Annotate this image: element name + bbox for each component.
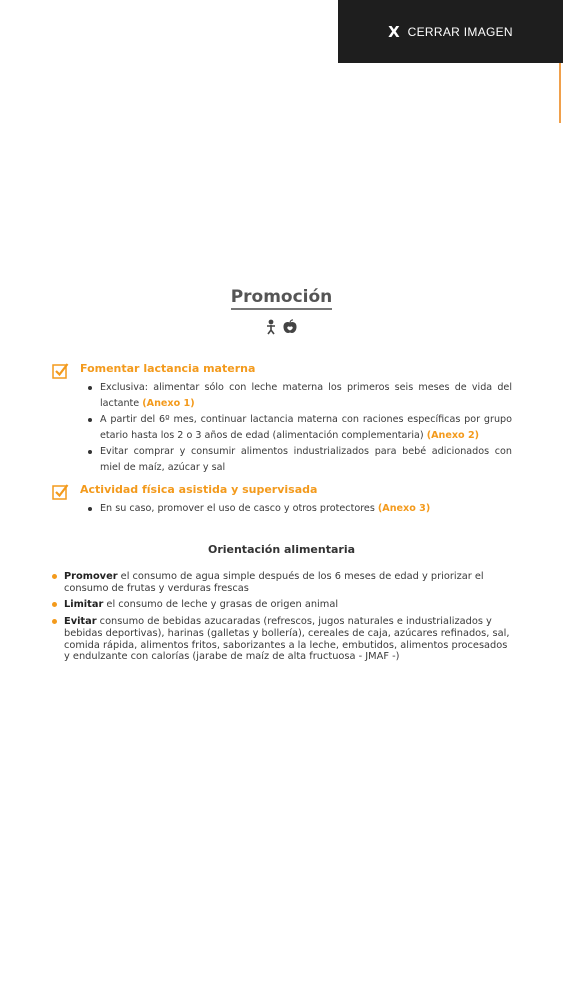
annex-link[interactable]: (Anexo 2): [426, 429, 480, 441]
close-icon: X: [388, 22, 400, 41]
section-actividad: [52, 483, 512, 518]
section-heading: Actividad física asistida y supervisada: [80, 483, 318, 496]
section-items: [52, 380, 512, 475]
list-item: Promover el consumo de agua simple después de los 6 meses de edad y priorizar el consumo de frutas y verduras frescas: [52, 571, 512, 594]
orientation-title: Orientación alimentaria: [207, 543, 356, 556]
section-items: [52, 501, 512, 517]
checkbox-icon: [52, 483, 69, 500]
orientation-list: [52, 571, 512, 668]
baby-icon: [265, 319, 277, 335]
list-item: A partir del 6º mes, continuar lactancia materna con raciones específicas por grupo etario hasta los 2 o 3 años de edad (alimentación complementaria) (Anexo 2): [88, 412, 512, 443]
list-item: Limitar el consumo de leche y grasas de origen animal: [52, 599, 512, 611]
close-image-button[interactable]: [338, 0, 563, 63]
list-item: Evitar comprar y consumir alimentos industrializados para bebé adicionados con miel de maíz, azúcar y sal: [88, 444, 512, 475]
list-item: En su caso, promover el uso de casco y otros protectores (Anexo 3): [88, 501, 512, 517]
section-lactancia: [52, 362, 512, 476]
checkbox-icon: [52, 362, 69, 379]
close-image-label: CERRAR IMAGEN: [407, 24, 513, 39]
title-icons: [0, 319, 563, 339]
section-heading: Fomentar lactancia materna: [80, 362, 256, 375]
list-item: Evitar consumo de bebidas azucaradas (refrescos, jugos naturales e industrializados y bebidas deportivas), harinas (galletas y bollería), cereales de caja, azúcares refinados, sal, comida rápida, alimentos fritos, saborizantes a la leche, embutidos, alimentos procesados y endulzante con calorías (jarabe de maíz de alta fructuosa - JMAF -): [52, 616, 512, 663]
annex-link[interactable]: (Anexo 1): [142, 397, 195, 409]
page-title-text: Promoción: [231, 287, 333, 310]
page-title: [0, 287, 563, 307]
apple-icon: [282, 319, 298, 335]
list-item: Exclusiva: alimentar sólo con leche materna los primeros seis meses de vida del lactante (Anexo 1): [88, 380, 512, 411]
annex-link[interactable]: (Anexo 3): [377, 503, 431, 514]
edge-accent-line: [559, 63, 561, 123]
